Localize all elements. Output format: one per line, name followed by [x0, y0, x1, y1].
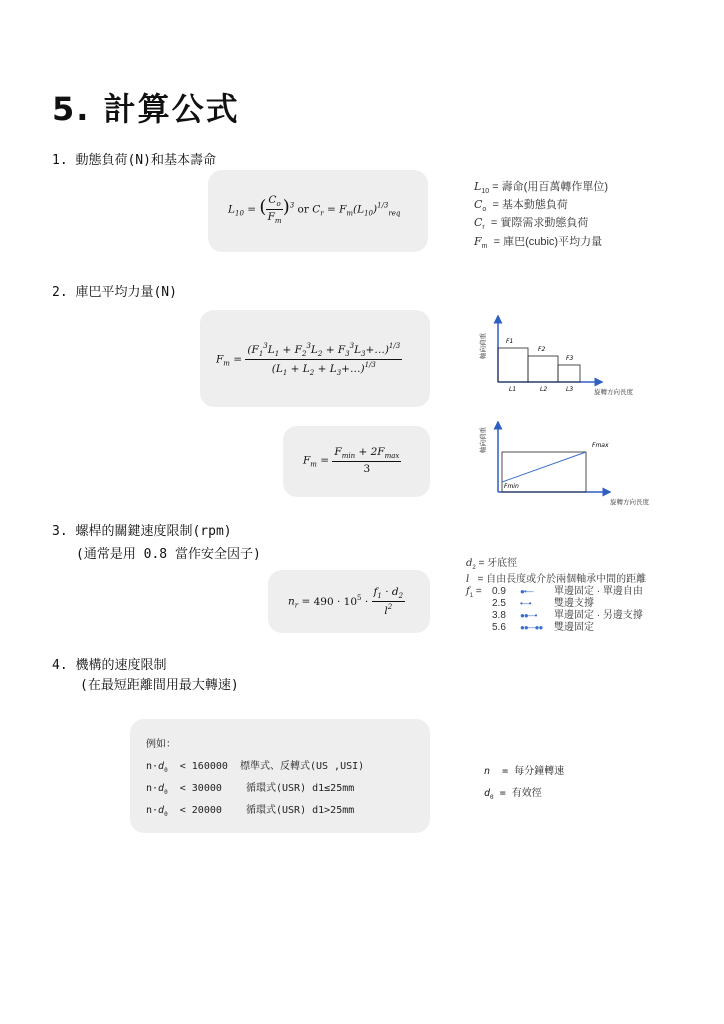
linear-mean-formula: $F_m$ = $\frac{F_{min} + 2F_{max}}{3}$	[303, 446, 400, 475]
step-load-chart	[474, 310, 644, 400]
load-line	[502, 452, 586, 482]
life-formula: $L_{10}$ = ( $\frac{C_o}{F_m}$ )$^3$ or $C_r = F_m(L_{10})^{1/3}_{req}$	[228, 194, 401, 225]
l3-label: L3	[566, 386, 574, 393]
fmax-label: Fmax	[592, 442, 609, 449]
example-line-2: $n\cdot d_0 < 30000$ 循環式(USR) d1≤25mm	[146, 783, 355, 796]
support-factor: 5.6	[492, 622, 506, 633]
fmin-label: Fmin	[504, 483, 519, 490]
formula-box-cubic-mean	[200, 310, 430, 407]
legend-d0: $d_0$ = 有效徑	[484, 788, 542, 801]
cubic-mean-formula: $F_m$ = $\frac{(F_1^3L_1 + F_2^3L_2 + F_3^3L_3+\dots)^{1/3}}{(L_1 + L_2 + L_3+\dots)^{1/3}}$	[216, 342, 401, 377]
linear-load-chart	[474, 418, 674, 510]
support-factor: 2.5	[492, 598, 506, 609]
x-axis-label: 旋轉方向長度	[594, 388, 633, 396]
support-desc: 雙邊固定	[554, 622, 594, 633]
example-line-1: $n\cdot d_0 < 160000$ 標準式、反轉式(US ,USI)	[146, 761, 365, 774]
f3-label: F3	[566, 355, 574, 362]
formula-box-linear-mean	[283, 426, 430, 497]
section-4-note: (在最短距離間用最大轉速)	[80, 678, 239, 693]
legend-life: $L_{10}$ = 壽命(用百萬轉作單位) $C_o$ = 基本動態負荷 $C_r$ = 實際需求動態負荷 $F_m$ = 庫巴(cubic)平均力量	[474, 180, 608, 250]
support-desc: 單邊固定 · 單邊自由	[554, 586, 643, 597]
section-2-heading: 2. 庫巴平均力量(N)	[52, 285, 177, 300]
legend-critical-speed: $d_2$ = 牙底徑 l = 自由長度或介於兩個軸承中間的距離 $f_1$ = 0.9 ●•— 單邊固定 · 單邊自由 2.5 •—• 雙邊支撐 3.8 ●●—• 單邊固定 · 另邊支撐 5.6 ●●—●● 雙邊固定	[466, 558, 646, 634]
formula-box-life	[208, 170, 428, 252]
support-rows	[492, 586, 682, 634]
support-row	[492, 598, 682, 610]
legend-fm: = 庫巴(cubic)平均力量	[493, 235, 603, 248]
support-row	[492, 610, 682, 622]
section-1-heading: 1. 動態負荷(N)和基本壽命	[52, 153, 216, 168]
legend-l10: = 壽命(用百萬轉作單位)	[492, 181, 608, 193]
l1-label: L1	[509, 386, 517, 393]
support-desc: 單邊固定 · 另邊支撐	[554, 610, 643, 621]
y-axis-label: 軸向荷重	[479, 427, 487, 453]
support-symbol-icon: •—•	[520, 599, 531, 608]
l2-label: L2	[540, 386, 548, 393]
legend-l: = 自由長度或介於兩個軸承中間的距離	[477, 574, 647, 585]
support-row	[492, 586, 682, 598]
legend-co: = 基本動態負荷	[492, 199, 568, 212]
example-heading: 例如：	[146, 739, 176, 750]
support-factor: 3.8	[492, 610, 506, 621]
support-desc: 雙邊支撐	[554, 598, 594, 609]
section-3-note: (通常是用 0.8 當作安全因子)	[76, 547, 261, 562]
example-line-3: $n\cdot d_0 < 20000$ 循環式(USR) d1>25mm	[146, 805, 355, 818]
section-4-heading: 4. 機構的速度限制	[52, 658, 167, 673]
or-word: or	[297, 203, 309, 216]
page-title: 5. 計算公式	[52, 90, 240, 128]
f2-label: F2	[538, 346, 546, 353]
f1-label: F1	[506, 338, 514, 345]
legend-d2: = 牙底徑	[478, 558, 518, 569]
support-factor: 0.9	[492, 586, 506, 597]
support-symbol-icon: ●●—•	[520, 611, 537, 620]
example-box	[130, 719, 430, 833]
legend-n: n = 每分鐘轉速	[484, 766, 565, 777]
support-symbol-icon: ●•—	[520, 587, 533, 596]
load-block-3	[558, 365, 580, 382]
support-row	[492, 622, 682, 634]
legend-cr: = 實際需求動態負荷	[490, 217, 589, 230]
formula-box-critical-speed	[268, 570, 430, 633]
load-block-2	[528, 356, 558, 382]
critical-speed-formula: $n_r = 490 \cdot 10^5$ · $\frac{f_1 \cdot d_2}{l^2}$	[288, 586, 404, 617]
section-3-heading: 3. 螺桿的關鍵速度限制(rpm)	[52, 524, 232, 539]
x-axis-label: 旋轉方向長度	[610, 498, 649, 506]
support-symbol-icon: ●●—●●	[520, 623, 543, 632]
y-axis-label: 軸向荷重	[479, 333, 487, 359]
load-block-1	[498, 348, 528, 382]
